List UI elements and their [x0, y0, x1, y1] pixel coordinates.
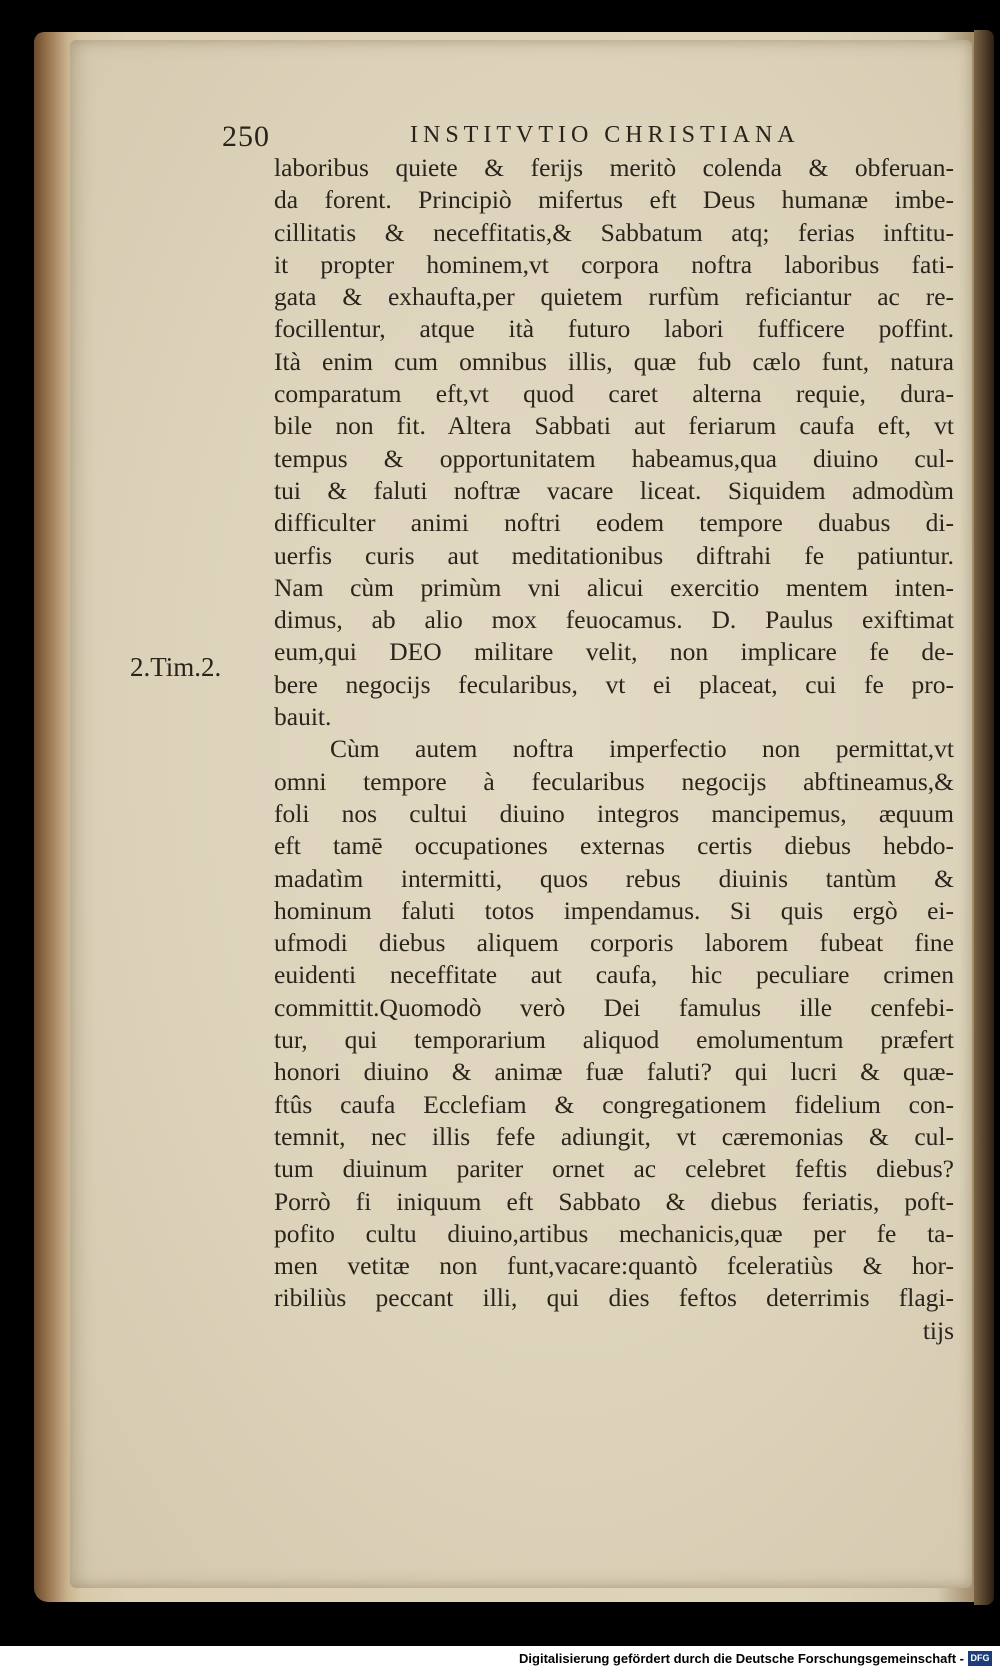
- page-edge: [974, 30, 994, 1605]
- text-line: da forent. Principiò mifertus eft Deus humanæ imbe-: [274, 185, 954, 215]
- text-line: foli nos cultui diuino integros mancipemus, æquum: [274, 798, 954, 828]
- text-line: pofito cultu diuino,artibus mechanicis,quæ per fe ta-: [274, 1218, 954, 1248]
- page-number: 250: [222, 120, 270, 153]
- text-line: ribiliùs peccant illi, qui dies feftos deterrimis flagi-: [274, 1283, 954, 1313]
- body-text: [274, 152, 954, 1347]
- text-line: eft tamē occupationes externas certis diebus hebdo-: [274, 831, 954, 861]
- running-head: INSTITVTIO CHRISTIANA: [410, 122, 800, 148]
- funding-credit: Digitalisierung gefördert durch die Deutsche Forschungsgemeinschaft -: [519, 1651, 964, 1666]
- text-line: bauit.: [274, 702, 332, 732]
- text-line: Cùm autem noftra imperfectio non permittat,vt: [330, 734, 954, 764]
- text-line: tempus & opportunitatem habeamus,qua diuino cul-: [274, 443, 954, 473]
- text-line: dimus, ab alio mox feuocamus. D. Paulus exiftimat: [274, 605, 954, 635]
- text-line: comparatum eft,vt quod caret alterna requie, dura-: [274, 379, 954, 409]
- text-line: it propter hominem,vt corpora noftra laboribus fati-: [274, 249, 954, 279]
- text-line: euidenti neceffitate aut caufa, hic peculiare crimen: [274, 960, 954, 990]
- text-line: tum diuinum pariter ornet ac celebret feftis diebus?: [274, 1154, 954, 1184]
- text-line: men vetitæ non funt,vacare:quantò fceleratiùs & hor-: [274, 1251, 954, 1281]
- text-line: committit.Quomodò verò Dei famulus ille cenfebi-: [274, 992, 954, 1022]
- text-line: hominum faluti totos impendamus. Si quis ergò ei-: [274, 895, 954, 925]
- text-line: bile non fit. Altera Sabbati aut feriarum caufa eft, vt: [274, 411, 954, 441]
- text-line: bere negocijs fecularibus, vt ei placeat, cui fe pro-: [274, 669, 954, 699]
- text-line: honori diuino & animæ fuæ faluti? qui lucri & quæ-: [274, 1057, 954, 1087]
- text-line: Porrò fi iniquum eft Sabbato & diebus feriatis, poft-: [274, 1186, 954, 1216]
- text-line: ufmodi diebus aliquem corporis laborem fubeat fine: [274, 928, 954, 958]
- page-header: [0, 120, 1000, 156]
- catchword: tijs: [922, 1315, 954, 1345]
- text-line: gata & exhaufta,per quietem rurfùm reficiantur ac re-: [274, 282, 954, 312]
- text-line: tur, qui temporarium aliquod emolumentum præfert: [274, 1025, 954, 1055]
- text-line: Nam cùm primùm vni alicui exercitio mentem inten-: [274, 572, 954, 602]
- text-line: eum,qui DEO militare velit, non implicare fe de-: [274, 637, 954, 667]
- text-line: Ità enim cum omnibus illis, quæ fub cælo funt, natura: [274, 346, 954, 376]
- text-line: ftûs caufa Ecclefiam & congregationem fidelium con-: [274, 1089, 954, 1119]
- text-line: omni tempore à fecularibus negocijs abftineamus,&: [274, 766, 954, 796]
- text-line: laboribus quiete & ferijs meritò colenda & obferuan-: [274, 153, 954, 182]
- text-line: tui & faluti noftræ vacare liceat. Siquidem admodùm: [274, 475, 954, 505]
- dfg-logo-icon: DFG: [968, 1651, 992, 1666]
- text-line: temnit, nec illis fefe adiungit, vt cæremonias & cul-: [274, 1121, 954, 1151]
- text-line: uerfis curis aut meditationibus diftrahi fe patiuntur.: [274, 540, 954, 570]
- marginal-note: 2.Tim.2.: [130, 652, 222, 682]
- text-line: focillentur, atque ità futuro labori fufficere poffint.: [274, 314, 954, 344]
- text-line: difficulter animi noftri eodem tempore duabus di-: [274, 508, 954, 538]
- text-line: madatìm intermitti, quos rebus diuinis tantùm &: [274, 863, 954, 893]
- footer-bar: [0, 1646, 1000, 1673]
- text-line: cillitatis & neceffitatis,& Sabbatum atq; ferias inftitu-: [274, 217, 954, 247]
